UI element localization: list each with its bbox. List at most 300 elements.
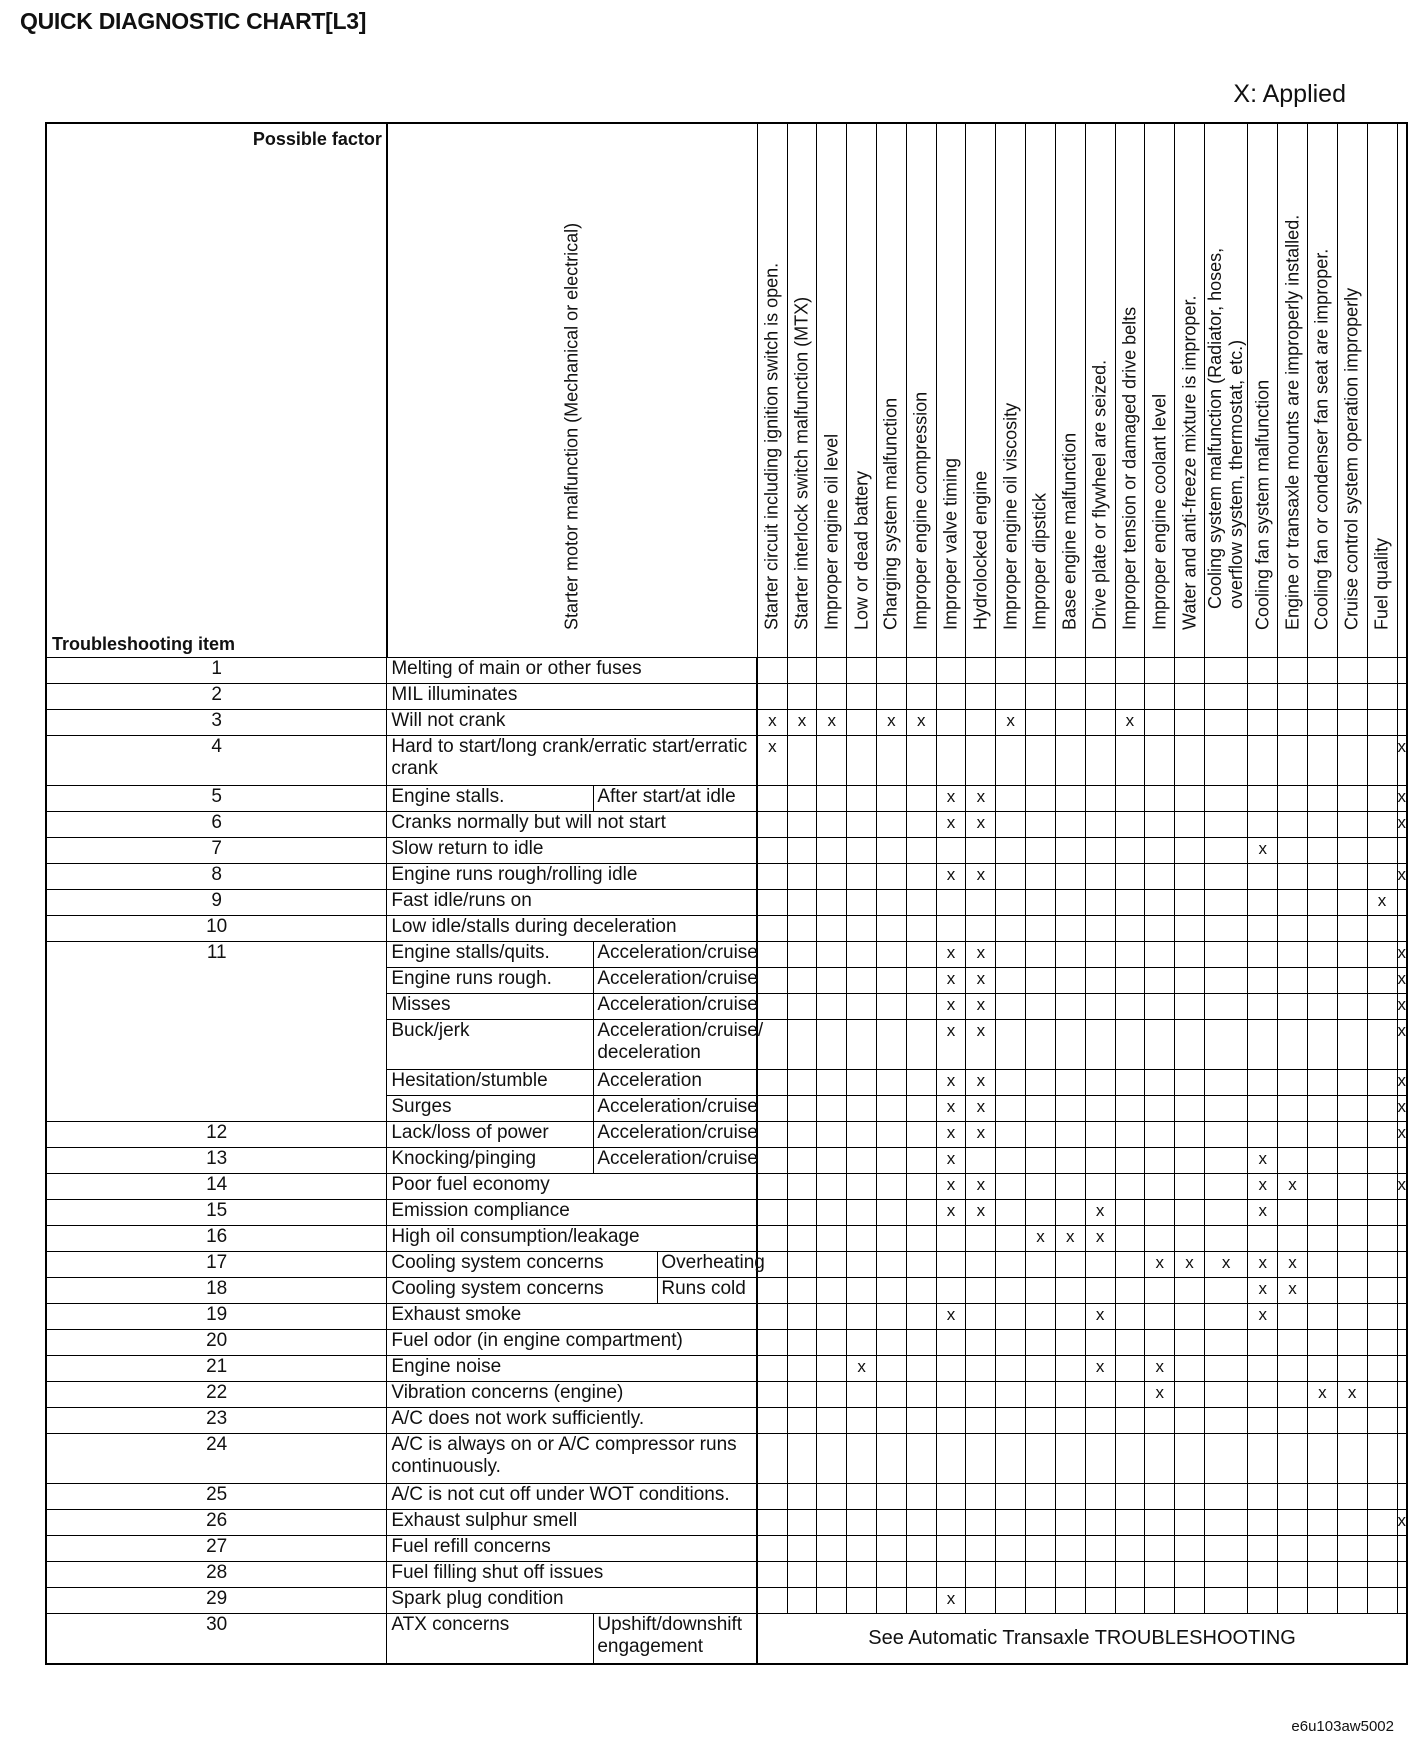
row-number: 2	[46, 684, 387, 710]
applied-cell	[787, 1226, 817, 1252]
factor-label: Charging system malfunction	[880, 397, 901, 630]
applied-cell	[1367, 1382, 1397, 1408]
applied-cell	[966, 942, 996, 968]
applied-cell	[1367, 864, 1397, 890]
applied-cell	[1204, 1562, 1247, 1588]
applied-cell	[877, 1330, 907, 1356]
applied-cell	[757, 1408, 787, 1434]
applied-cell	[1085, 1356, 1115, 1382]
troubleshooting-item	[387, 916, 757, 942]
applied-cell	[787, 890, 817, 916]
troubleshooting-item	[387, 1562, 757, 1588]
applied-cell	[1204, 1096, 1247, 1122]
applied-cell	[1248, 1434, 1278, 1484]
applied-mark: x	[946, 1149, 956, 1168]
applied-cell	[1204, 1226, 1247, 1252]
applied-cell	[1055, 1096, 1085, 1122]
applied-cell	[936, 1096, 966, 1122]
applied-cell	[966, 1070, 996, 1096]
row-number: 1	[46, 658, 387, 684]
table-row	[46, 1226, 1407, 1252]
item-text: Buck/jerk	[391, 1020, 470, 1041]
applied-cell	[1055, 1148, 1085, 1174]
applied-cell	[966, 684, 996, 710]
applied-cell	[1145, 658, 1175, 684]
applied-cell	[817, 1536, 847, 1562]
applied-cell	[1085, 1020, 1115, 1070]
applied-cell	[1145, 1148, 1175, 1174]
applied-cell	[1115, 736, 1145, 786]
applied-cell	[1145, 942, 1175, 968]
applied-cell	[1145, 710, 1175, 736]
factor-header	[817, 123, 847, 658]
applied-cell	[1367, 1510, 1397, 1536]
applied-cell	[1337, 994, 1367, 1020]
applied-mark: x	[1288, 1253, 1297, 1272]
applied-cell	[1115, 864, 1145, 890]
applied-cell	[1397, 838, 1407, 864]
applied-cell	[906, 1562, 936, 1588]
applied-cell	[1278, 1070, 1308, 1096]
applied-cell	[1367, 890, 1397, 916]
applied-cell	[966, 1536, 996, 1562]
applied-cell	[936, 1536, 966, 1562]
applied-cell	[1204, 942, 1247, 968]
applied-cell	[877, 1226, 907, 1252]
applied-cell	[1115, 658, 1145, 684]
applied-cell	[787, 1356, 817, 1382]
applied-cell	[1175, 890, 1205, 916]
applied-cell	[1145, 1408, 1175, 1434]
table-row	[46, 1174, 1407, 1200]
applied-cell	[906, 1020, 936, 1070]
applied-mark: x	[1397, 1123, 1406, 1142]
applied-cell	[1204, 684, 1247, 710]
applied-cell	[1248, 786, 1278, 812]
troubleshooting-item	[387, 1510, 757, 1536]
applied-cell	[966, 864, 996, 890]
applied-cell	[877, 658, 907, 684]
applied-cell	[996, 1484, 1026, 1510]
applied-cell	[787, 736, 817, 786]
applied-cell	[1204, 1536, 1247, 1562]
applied-cell	[1278, 1562, 1308, 1588]
item-text: Engine runs rough/rolling idle	[391, 864, 638, 885]
applied-cell	[1367, 1174, 1397, 1200]
applied-cell	[1145, 812, 1175, 838]
applied-cell	[1085, 1200, 1115, 1226]
applied-cell	[1085, 1070, 1115, 1096]
applied-cell	[817, 736, 847, 786]
applied-mark: x	[1397, 969, 1406, 988]
applied-cell	[847, 1434, 877, 1484]
applied-cell	[1367, 710, 1397, 736]
applied-cell	[1175, 710, 1205, 736]
item-condition: Acceleration/cruise/ deceleration	[593, 1020, 797, 1069]
applied-cell	[1337, 736, 1367, 786]
applied-mark: x	[946, 1123, 956, 1142]
troubleshooting-item	[387, 1070, 757, 1096]
applied-mark: x	[1397, 1175, 1406, 1194]
item-text: Lack/loss of power	[391, 1122, 549, 1143]
applied-cell	[1085, 1096, 1115, 1122]
applied-cell	[1115, 1536, 1145, 1562]
applied-cell	[1145, 736, 1175, 786]
applied-cell	[1307, 658, 1337, 684]
applied-cell	[1085, 1536, 1115, 1562]
applied-cell	[787, 1174, 817, 1200]
applied-mark: x	[1288, 1279, 1297, 1298]
applied-cell	[1204, 1020, 1247, 1070]
applied-cell	[906, 1200, 936, 1226]
applied-cell	[1278, 942, 1308, 968]
applied-cell	[1397, 1174, 1407, 1200]
item-text: Fuel filling shut off issues	[391, 1562, 604, 1583]
applied-cell	[847, 1356, 877, 1382]
applied-cell	[1337, 1356, 1367, 1382]
applied-cell	[877, 1020, 907, 1070]
applied-cell	[1055, 1278, 1085, 1304]
applied-cell	[906, 1588, 936, 1614]
applied-cell	[1204, 1510, 1247, 1536]
item-condition: Runs cold	[657, 1278, 801, 1303]
applied-cell	[1307, 786, 1337, 812]
row-number: 16	[46, 1226, 387, 1252]
applied-cell	[1397, 1200, 1407, 1226]
applied-mark: x	[827, 711, 837, 730]
applied-cell	[1337, 1096, 1367, 1122]
applied-cell	[1278, 1122, 1308, 1148]
applied-cell	[966, 1226, 996, 1252]
applied-cell	[1337, 1200, 1367, 1226]
applied-cell	[966, 658, 996, 684]
applied-cell	[966, 1562, 996, 1588]
applied-cell	[1278, 1096, 1308, 1122]
applied-cell	[817, 1278, 847, 1304]
applied-cell	[1115, 1252, 1145, 1278]
applied-cell	[757, 1484, 787, 1510]
item-text: Misses	[391, 994, 451, 1015]
applied-cell	[1397, 1148, 1407, 1174]
applied-cell	[1397, 1356, 1407, 1382]
applied-cell	[847, 1510, 877, 1536]
troubleshooting-item	[387, 942, 757, 968]
item-text: Engine stalls/quits.	[391, 942, 550, 963]
applied-cell	[1337, 786, 1367, 812]
table-row	[46, 942, 1407, 968]
applied-cell	[1248, 1148, 1278, 1174]
row-number: 28	[46, 1562, 387, 1588]
applied-cell	[817, 1562, 847, 1588]
applied-cell	[1204, 1304, 1247, 1330]
applied-cell	[1397, 942, 1407, 968]
applied-cell	[1204, 786, 1247, 812]
table-row	[46, 1356, 1407, 1382]
applied-cell	[1055, 1174, 1085, 1200]
applied-cell	[906, 736, 936, 786]
applied-cell	[936, 736, 966, 786]
applied-cell	[1055, 1562, 1085, 1588]
troubleshooting-item	[387, 864, 757, 890]
page-title: QUICK DIAGNOSTIC CHART[L3]	[20, 8, 367, 34]
applied-cell	[1115, 710, 1145, 736]
factor-header	[787, 123, 817, 658]
applied-cell	[906, 968, 936, 994]
row-number: 30	[46, 1614, 387, 1664]
applied-cell	[1278, 838, 1308, 864]
applied-cell	[1115, 968, 1145, 994]
applied-cell	[936, 1434, 966, 1484]
legend: X: Applied	[1233, 80, 1346, 108]
applied-cell	[877, 1070, 907, 1096]
applied-cell	[1397, 1020, 1407, 1070]
applied-cell	[1278, 1174, 1308, 1200]
applied-cell	[817, 812, 847, 838]
applied-cell	[936, 994, 966, 1020]
applied-cell	[996, 1174, 1026, 1200]
applied-cell	[817, 1588, 847, 1614]
applied-cell	[847, 1200, 877, 1226]
applied-cell	[757, 1588, 787, 1614]
row-number: 7	[46, 838, 387, 864]
applied-cell	[906, 684, 936, 710]
applied-cell	[936, 786, 966, 812]
applied-cell	[1204, 890, 1247, 916]
applied-cell	[996, 1356, 1026, 1382]
applied-cell	[1367, 1536, 1397, 1562]
applied-cell	[1397, 1096, 1407, 1122]
applied-cell	[1115, 1148, 1145, 1174]
row-number: 17	[46, 1252, 387, 1278]
applied-cell	[1278, 1588, 1308, 1614]
applied-cell	[1085, 736, 1115, 786]
applied-mark: x	[1397, 995, 1406, 1014]
applied-cell	[936, 1510, 966, 1536]
applied-mark: x	[946, 787, 956, 806]
applied-cell	[1026, 994, 1056, 1020]
applied-mark: x	[1397, 865, 1406, 884]
applied-cell	[847, 1252, 877, 1278]
applied-cell	[847, 1278, 877, 1304]
item-condition: Acceleration/cruise	[593, 1122, 797, 1147]
applied-cell	[1145, 1070, 1175, 1096]
applied-cell	[1337, 1536, 1367, 1562]
applied-mark: x	[946, 995, 956, 1014]
applied-cell	[906, 1484, 936, 1510]
applied-cell	[1397, 864, 1407, 890]
applied-cell	[1026, 786, 1056, 812]
troubleshooting-item	[387, 968, 757, 994]
applied-cell	[1145, 968, 1175, 994]
applied-cell	[1085, 916, 1115, 942]
applied-mark: x	[1258, 1201, 1267, 1220]
applied-mark: x	[1125, 711, 1135, 730]
applied-cell	[1026, 1070, 1056, 1096]
applied-cell	[1026, 1484, 1056, 1510]
applied-cell	[1307, 916, 1337, 942]
applied-cell	[847, 736, 877, 786]
applied-cell	[1397, 1252, 1407, 1278]
applied-cell	[996, 916, 1026, 942]
troubleshooting-item	[387, 1536, 757, 1562]
applied-cell	[936, 942, 966, 968]
applied-cell	[936, 864, 966, 890]
applied-mark: x	[946, 813, 956, 832]
applied-mark: x	[857, 1357, 866, 1376]
applied-cell	[1307, 1278, 1337, 1304]
applied-cell	[877, 838, 907, 864]
applied-cell	[1145, 994, 1175, 1020]
applied-cell	[1397, 890, 1407, 916]
applied-mark: x	[946, 1201, 956, 1220]
applied-cell	[1204, 1588, 1247, 1614]
applied-cell	[996, 1382, 1026, 1408]
applied-cell	[996, 1070, 1026, 1096]
applied-cell	[877, 1356, 907, 1382]
applied-cell	[847, 1096, 877, 1122]
applied-cell	[817, 942, 847, 968]
applied-cell	[996, 684, 1026, 710]
applied-cell	[1337, 710, 1367, 736]
applied-cell	[1337, 1562, 1367, 1588]
applied-mark: x	[946, 943, 956, 962]
row-number: 12	[46, 1122, 387, 1148]
applied-cell	[847, 1174, 877, 1200]
applied-cell	[906, 786, 936, 812]
row-number: 13	[46, 1148, 387, 1174]
applied-cell	[936, 1278, 966, 1304]
applied-cell	[1026, 968, 1056, 994]
row-number: 20	[46, 1330, 387, 1356]
applied-cell	[1175, 1536, 1205, 1562]
applied-cell	[1085, 1510, 1115, 1536]
factor-label: Base engine malfunction	[1059, 432, 1080, 630]
applied-cell	[877, 1278, 907, 1304]
applied-cell	[966, 710, 996, 736]
applied-cell	[877, 968, 907, 994]
applied-cell	[1204, 1330, 1247, 1356]
applied-cell	[1307, 1588, 1337, 1614]
applied-cell	[1026, 1252, 1056, 1278]
factor-label: Improper engine compression	[910, 391, 931, 630]
applied-cell	[877, 1434, 907, 1484]
applied-cell	[1085, 710, 1115, 736]
applied-cell	[817, 968, 847, 994]
factor-label: Low or dead battery	[851, 470, 872, 630]
applied-cell	[1175, 1330, 1205, 1356]
applied-cell	[847, 1382, 877, 1408]
applied-cell	[1026, 1096, 1056, 1122]
applied-cell	[1026, 1226, 1056, 1252]
applied-cell	[996, 838, 1026, 864]
applied-cell	[936, 916, 966, 942]
applied-cell	[1026, 1562, 1056, 1588]
applied-mark: x	[976, 1175, 986, 1194]
applied-cell	[757, 1536, 787, 1562]
applied-cell	[757, 684, 787, 710]
applied-cell	[996, 1252, 1026, 1278]
applied-cell	[1367, 1434, 1397, 1484]
applied-cell	[1175, 1174, 1205, 1200]
table-row	[46, 1562, 1407, 1588]
applied-mark: x	[946, 1305, 956, 1324]
factor-label: Starter motor malfunction (Mechanical or electrical)	[561, 222, 582, 630]
applied-cell	[906, 1304, 936, 1330]
applied-cell	[1248, 838, 1278, 864]
applied-cell	[877, 942, 907, 968]
applied-cell	[1307, 838, 1337, 864]
item-text: Cooling system concerns	[391, 1252, 604, 1273]
applied-cell	[1248, 1536, 1278, 1562]
table-row	[46, 916, 1407, 942]
applied-cell	[1055, 916, 1085, 942]
applied-cell	[906, 1148, 936, 1174]
applied-cell	[936, 1304, 966, 1330]
applied-cell	[1115, 942, 1145, 968]
applied-cell	[847, 786, 877, 812]
applied-cell	[1145, 1174, 1175, 1200]
factor-label: Cooling fan system malfunction	[1252, 379, 1273, 630]
applied-mark: x	[946, 1097, 956, 1116]
applied-cell	[966, 994, 996, 1020]
applied-cell	[1248, 658, 1278, 684]
applied-cell	[906, 658, 936, 684]
applied-cell	[1248, 1174, 1278, 1200]
applied-cell	[1248, 1252, 1278, 1278]
applied-cell	[1278, 1020, 1308, 1070]
applied-cell	[757, 1382, 787, 1408]
applied-cell	[1055, 942, 1085, 968]
applied-cell	[1248, 1304, 1278, 1330]
applied-cell	[1055, 812, 1085, 838]
item-text: Engine runs rough.	[391, 968, 552, 989]
row-number: 10	[46, 916, 387, 942]
row-number: 4	[46, 736, 387, 786]
applied-cell	[877, 890, 907, 916]
item-text: Fuel odor (in engine compartment)	[391, 1330, 683, 1351]
applied-cell	[1085, 658, 1115, 684]
applied-cell	[1085, 968, 1115, 994]
applied-cell	[787, 916, 817, 942]
applied-cell	[996, 1562, 1026, 1588]
applied-cell	[1367, 1070, 1397, 1096]
applied-cell	[1145, 1510, 1175, 1536]
applied-cell	[1248, 1484, 1278, 1510]
applied-mark: x	[1095, 1305, 1105, 1324]
item-text: Exhaust sulphur smell	[391, 1510, 578, 1531]
applied-cell	[936, 1484, 966, 1510]
applied-cell	[847, 1408, 877, 1434]
applied-mark: x	[976, 1021, 986, 1040]
troubleshooting-item	[387, 1122, 757, 1148]
applied-cell	[877, 916, 907, 942]
applied-cell	[936, 1382, 966, 1408]
row-number: 24	[46, 1434, 387, 1484]
applied-cell	[1248, 1588, 1278, 1614]
applied-cell	[1204, 1148, 1247, 1174]
applied-cell	[1055, 1356, 1085, 1382]
applied-cell	[996, 710, 1026, 736]
applied-cell	[1145, 1020, 1175, 1070]
applied-cell	[1204, 1278, 1247, 1304]
applied-cell	[817, 1070, 847, 1096]
applied-cell	[1026, 1434, 1056, 1484]
applied-cell	[1175, 1122, 1205, 1148]
applied-cell	[936, 710, 966, 736]
see-reference: See Automatic Transaxle TROUBLESHOOTING	[757, 1614, 1407, 1664]
applied-cell	[847, 1070, 877, 1096]
applied-cell	[1278, 890, 1308, 916]
